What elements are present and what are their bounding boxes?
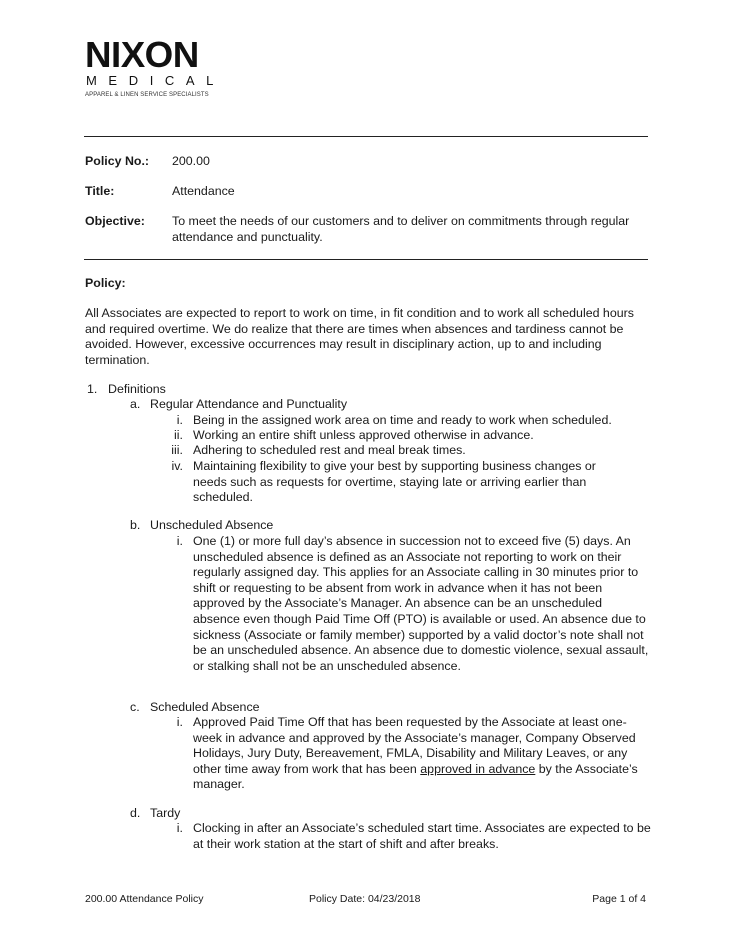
list-item-marker: i. <box>176 715 183 729</box>
underlined-text: approved in advance <box>420 761 536 776</box>
list-item-marker: iii. <box>171 443 183 457</box>
footer-policy-date: Policy Date: 04/23/2018 <box>309 893 421 905</box>
policy-no-value: 200.00 <box>172 154 210 168</box>
list-item-marker: ii. <box>174 428 183 442</box>
subsection-title-tardy: Tardy <box>150 806 181 820</box>
list-item: One (1) or more full day’s absence in succession not to exceed five (5) days. An unscheduled absence is defined as an Associate not reporting to work on their regularly assigned day. This applies for an Associate calling in 30 minutes prior to shift or requesting to be absent from work in advance when it has not been approved by the Associate’s Manager. An absence can be an unscheduled absence even though Paid Time Off (PTO) is available or used. An absence due to sickness (Associate or family member) supported by a valid doctor’s note shall not be an unscheduled absence. An absence due to domestic violence, sexual assault, or stalking shall not be an unscheduled absence. <box>193 534 649 673</box>
list-item-text: by the Associate’s manager. <box>193 761 638 792</box>
subsection-marker: c. <box>130 700 140 714</box>
list-item-marker: iv. <box>171 459 183 473</box>
list-item-marker: i. <box>176 534 183 548</box>
divider-top <box>84 136 648 137</box>
list-item: Being in the assigned work area on time and ready to work when scheduled. <box>193 413 612 427</box>
list-item-text: Approved Paid Time Off that has been requested by the Associate at least one-week in advance and approved by the Associate’s manager, Company Observed Holidays, Jury Duty, Bereavement, FMLA, Disability and Military Leaves, or any other time away from work that has been <box>193 715 636 776</box>
list-item: Clocking in after an Associate’s scheduled start time. Associates are expected to be at their work station at the start of shift and after breaks. <box>193 821 651 851</box>
policy-intro: All Associates are expected to report to work on time, in fit condition and to work all scheduled hours and required overtime. We do realize that there are times when absences and tardiness cannot be avoided. However, excessive occurrences may result in disciplinary action, up to and including termination. <box>85 306 634 367</box>
list-item: Working an entire shift unless approved otherwise in advance. <box>193 428 534 442</box>
title-value: Attendance <box>172 184 235 198</box>
subsection-marker: b. <box>130 518 141 532</box>
objective-label: Objective: <box>85 214 145 228</box>
list-item-marker: i. <box>176 821 183 835</box>
policy-no-label: Policy No.: <box>85 154 150 168</box>
subsection-title-regular-attendance: Regular Attendance and Punctuality <box>150 397 348 411</box>
section-marker: 1. <box>87 382 98 396</box>
list-item-marker: i. <box>176 413 183 427</box>
logo-tagline: APPAREL & LINEN SERVICE SPECIALISTS <box>85 92 209 98</box>
objective-value: To meet the needs of our customers and to deliver on commitments through regular attendance and punctuality. <box>172 214 630 244</box>
subsection-marker: d. <box>130 806 141 820</box>
title-label: Title: <box>85 184 115 198</box>
divider-bottom <box>84 259 648 260</box>
list-item <box>193 715 641 793</box>
list-item: Adhering to scheduled rest and meal break times. <box>193 443 466 457</box>
section-title-definitions: Definitions <box>108 382 166 396</box>
logo-sub: MEDICAL <box>86 73 225 88</box>
policy-heading: Policy: <box>85 276 126 290</box>
list-item: Maintaining flexibility to give your best by supporting business changes or needs such as requests for overtime, staying late or arriving earlier than scheduled. <box>193 459 596 505</box>
subsection-title-unscheduled-absence: Unscheduled Absence <box>150 518 274 532</box>
subsection-title-scheduled-absence: Scheduled Absence <box>150 700 260 714</box>
footer-page-number: Page 1 of 4 <box>592 893 646 905</box>
footer-document-name: 200.00 Attendance Policy <box>85 893 204 905</box>
subsection-marker: a. <box>130 397 141 411</box>
logo-brand: NIXON <box>85 34 199 75</box>
